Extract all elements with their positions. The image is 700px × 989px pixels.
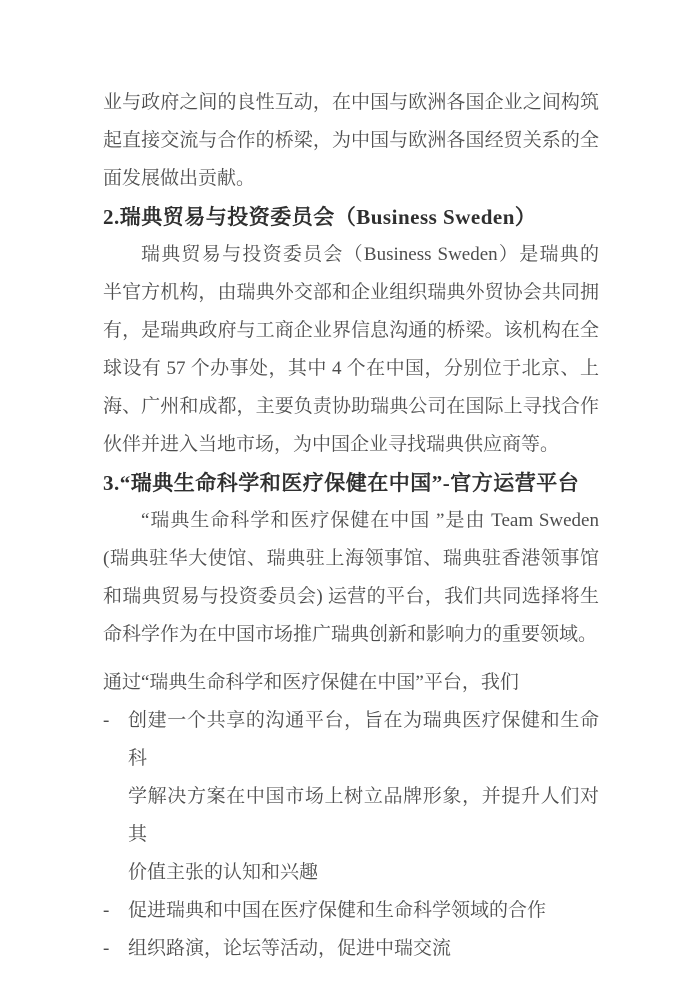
bullet-text xyxy=(128,702,599,892)
bullet-dash: - xyxy=(103,710,110,731)
paragraph-business-sweden xyxy=(103,236,599,464)
text-line: 半官方机构，由瑞典外交部和企业组织瑞典外贸协会共同拥 xyxy=(103,282,599,303)
section-heading-business-sweden: 2.瑞典贸易与投资委员会（Business Sweden） xyxy=(103,205,537,229)
text-line: 瑞典贸易与投资委员会（Business Sweden）是瑞典的 xyxy=(141,244,599,265)
text-line: 和瑞典贸易与投资委员会) 运营的平台，我们共同选择将生 xyxy=(103,586,599,607)
bullet-item xyxy=(103,930,599,968)
text-line: 海、广州和成都，主要负责协助瑞典公司在国际上寻找合作 xyxy=(103,396,599,417)
paragraph-continuation xyxy=(103,84,599,198)
bullet-text xyxy=(128,892,599,930)
paragraph-platform xyxy=(103,502,599,654)
text-line: 命科学作为在中国市场推广瑞典创新和影响力的重要领域。 xyxy=(103,624,598,645)
bullet-text xyxy=(128,930,599,968)
text-line: “瑞典生命科学和医疗保健在中国 ”是由 Team Sweden xyxy=(141,510,599,531)
text-line: 组织路演，论坛等活动，促进中瑞交流 xyxy=(128,938,452,959)
bullet-item xyxy=(103,892,599,930)
text-line: 创建一个共享的沟通平台，旨在为瑞典医疗保健和生命科 xyxy=(128,710,599,769)
text-line: 面发展做出贡献。 xyxy=(103,168,256,189)
bullet-dash: - xyxy=(103,938,110,959)
text-line: 价值主张的认知和兴趣 xyxy=(128,862,319,883)
text-line: 促进瑞典和中国在医疗保健和生命科学领域的合作 xyxy=(128,900,547,921)
text-line: 起直接交流与合作的桥梁，为中国与欧洲各国经贸关系的全 xyxy=(103,130,599,151)
page-content xyxy=(103,84,599,968)
text-line: 学解决方案在中国市场上树立品牌形象，并提升人们对其 xyxy=(128,786,599,845)
text-line: 有，是瑞典政府与工商企业界信息沟通的桥梁。该机构在全 xyxy=(103,320,599,341)
text-line: 通过“瑞典生命科学和医疗保健在中国”平台，我们 xyxy=(103,672,519,693)
bullet-dash: - xyxy=(103,900,110,921)
text-line: 伙伴并进入当地市场，为中国企业寻找瑞典供应商等。 xyxy=(103,434,560,455)
section-heading-platform: 3.“瑞典生命科学和医疗保健在中国”-官方运营平台 xyxy=(103,471,580,495)
platform-intro-line xyxy=(103,664,599,702)
text-line: 球设有 57 个办事处，其中 4 个在中国，分别位于北京、上 xyxy=(103,358,599,379)
text-line: 业与政府之间的良性互动，在中国与欧洲各国企业之间构筑 xyxy=(103,92,599,113)
bullet-item xyxy=(103,702,599,892)
text-line: (瑞典驻华大使馆、瑞典驻上海领事馆、瑞典驻香港领事馆 xyxy=(103,548,599,569)
